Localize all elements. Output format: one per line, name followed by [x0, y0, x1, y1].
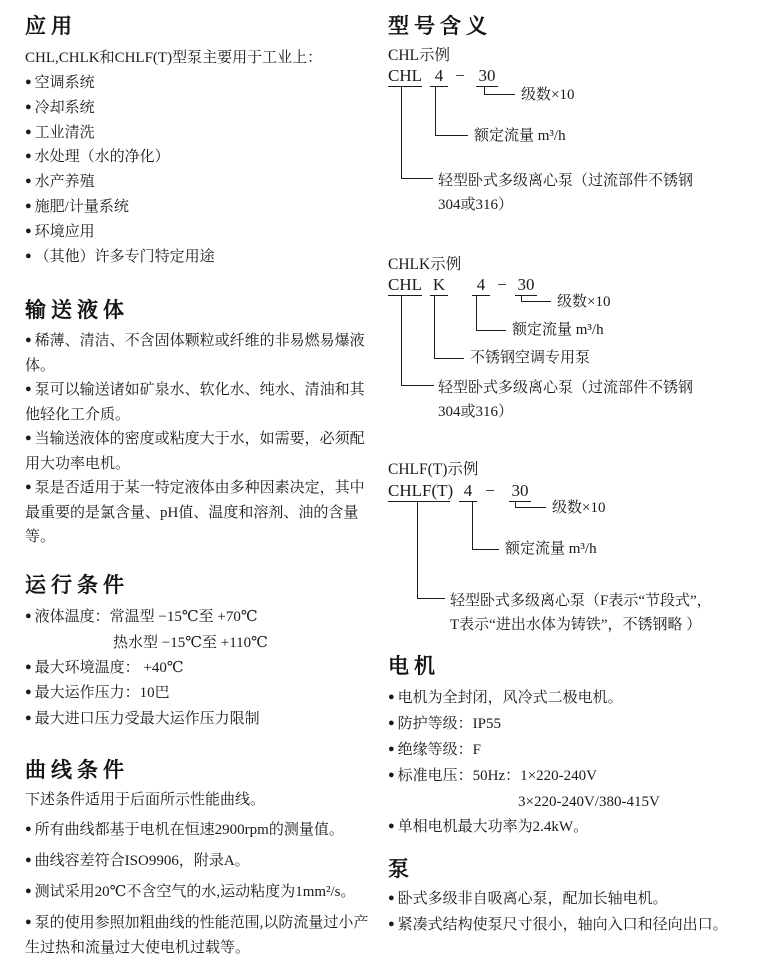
bullet-icon — [388, 716, 398, 732]
stage-label: 级数×10 — [552, 500, 606, 516]
list-item — [25, 171, 377, 196]
list-item-text: 空调系统 — [34, 75, 95, 91]
list-item-text: 单相电机最大功率为2.4kW。 — [397, 819, 589, 835]
bullet-icon — [25, 125, 35, 141]
list-item — [25, 427, 377, 476]
liquids-list — [25, 329, 377, 549]
curves-list — [25, 788, 377, 960]
example-title-chlft: CHLF(T)示例 — [388, 461, 479, 478]
connector-line — [484, 86, 515, 95]
list-item-text: 环境应用 — [34, 223, 95, 240]
connector-line — [476, 295, 506, 331]
list-item — [25, 72, 377, 97]
bullet-icon — [388, 917, 398, 933]
code-part-stage: 30 — [476, 67, 498, 87]
bullet-icon — [388, 742, 398, 758]
code-part-flow: 4 — [459, 482, 477, 502]
list-item — [25, 146, 377, 171]
code-part-flow: 4 — [430, 67, 448, 87]
pump-list — [388, 887, 773, 939]
bullet-icon — [388, 891, 398, 907]
model-code-diagram-chlft — [388, 482, 773, 634]
curves-heading: 曲线条件 — [25, 759, 129, 783]
liquids-heading: 输送液体 — [25, 299, 129, 323]
list-item — [388, 764, 773, 790]
series-label-line2: 304或316） — [438, 197, 514, 213]
list-item-text: 标准电压：50Hz：1×220-240V — [397, 768, 597, 784]
list-item — [25, 221, 377, 246]
bullet-icon — [25, 224, 35, 240]
bullet-icon — [25, 711, 35, 727]
series-label-line2: T表示“进出水体为铸铁”，不锈钢略 ） — [450, 617, 702, 633]
application-list — [25, 72, 377, 270]
voltage-continuation: 3×220-240V/380-415V — [518, 794, 660, 810]
list-item-text: 液体温度：常温型 −15℃至 +70℃ — [34, 609, 258, 626]
bullet-icon — [25, 685, 35, 701]
list-item — [25, 378, 377, 427]
model-meaning-heading: 型号含义 — [388, 15, 492, 38]
list-item — [25, 656, 377, 682]
list-item-text: 最大进口压力受最大运作压力限制 — [34, 710, 260, 727]
code-part-k: K — [430, 276, 448, 296]
list-item — [25, 681, 377, 707]
connector-line — [401, 295, 434, 386]
series-label-line1: 轻型卧式多级离心泵（F表示“节段式”， — [450, 593, 712, 609]
list-item — [25, 122, 377, 147]
list-item-text: 紧凑式结构使泵尺寸很小，轴向入口和径向出口。 — [397, 917, 728, 933]
model-code-diagram-chlk — [388, 275, 773, 420]
example-title-chlk: CHLK示例 — [388, 256, 462, 273]
list-item — [25, 97, 377, 122]
list-item-text: 稀薄、清洁、不含固体颗粒或纤维的非易燃易爆液体。 — [25, 333, 365, 375]
list-item-text: 测试采用20℃不含空气的水,运动粘度为1mm²/s。 — [34, 884, 356, 901]
list-item-text: 冷却系统 — [34, 99, 95, 116]
list-item-text: 最大运作压力：10巴 — [34, 685, 170, 702]
list-item-continuation: 热水型 −15℃至 +110℃ — [113, 634, 268, 651]
connector-line — [435, 86, 468, 136]
bullet-icon — [25, 174, 35, 190]
code-separator: − — [455, 66, 465, 85]
list-item-text: 工业清洗 — [34, 124, 95, 141]
list-item-text: 泵的使用参照加粗曲线的性能范围,以防流量过小产生过热和流量过大使电机过载等。 — [25, 915, 369, 957]
code-part-stage: 30 — [509, 482, 531, 502]
connector-line — [417, 501, 445, 599]
list-item — [388, 815, 773, 841]
list-item — [25, 707, 377, 733]
code-part-series: CHLF(T) — [388, 481, 454, 500]
list-item — [25, 196, 377, 221]
bullet-icon — [388, 690, 398, 706]
list-item-text: 当输送液体的密度或粘度大于水，如需要，必须配用大功率电机。 — [25, 431, 365, 473]
code-part-series: CHL — [388, 275, 422, 294]
bullet-icon — [25, 431, 35, 447]
right-column — [388, 0, 773, 939]
list-item-text: 施肥/计量系统 — [34, 198, 129, 215]
motor-heading: 电机 — [388, 655, 440, 678]
list-item-text: 绝缘等级：F — [397, 742, 481, 758]
list-item-text: 泵可以输送诸如矿泉水、软化水、纯水、清油和其他轻化工介质。 — [25, 382, 365, 424]
connector-line — [434, 295, 464, 359]
list-item — [388, 712, 773, 738]
code-part-series: CHL — [388, 66, 422, 85]
list-item — [25, 849, 377, 874]
bullet-icon — [388, 768, 398, 784]
model-code-diagram-chl — [388, 67, 773, 217]
bullet-icon — [25, 915, 35, 931]
bullet-icon — [25, 822, 35, 838]
bullet-icon — [25, 382, 35, 398]
connector-line — [472, 501, 499, 550]
code-part-stage: 30 — [515, 276, 537, 296]
list-item — [25, 246, 377, 271]
list-item — [388, 738, 773, 764]
list-item-text: 所有曲线都基于电机在恒速2900rpm的测量值。 — [34, 822, 344, 839]
list-item-text: 水处理（水的净化） — [34, 149, 170, 166]
list-item — [25, 476, 377, 549]
bullet-icon — [25, 333, 35, 349]
list-item — [25, 329, 377, 378]
series-label — [438, 169, 693, 217]
connector-line — [515, 501, 546, 508]
list-item — [25, 818, 377, 843]
bullet-icon — [388, 819, 398, 835]
list-item-text: 卧式多级非自吸离心泵，配加长轴电机。 — [397, 891, 668, 907]
stage-label: 级数×10 — [557, 294, 611, 310]
flow-label: 额定流量 m³/h — [505, 541, 597, 557]
list-item — [388, 686, 773, 712]
motor-list — [388, 686, 773, 841]
left-column — [25, 0, 377, 960]
bullet-icon — [25, 75, 35, 91]
flow-label: 额定流量 m³/h — [474, 128, 566, 144]
code-part-flow: 4 — [472, 276, 490, 296]
code-separator: − — [485, 481, 495, 500]
application-heading: 应用 — [25, 15, 77, 38]
list-item — [25, 605, 377, 631]
list-item-text: 电机为全封闭，风冷式二极电机。 — [397, 690, 623, 706]
list-item — [25, 880, 377, 905]
list-item-text: 水产养殖 — [34, 174, 95, 191]
bullet-icon — [25, 609, 35, 625]
list-item — [388, 887, 773, 913]
code-separator: − — [497, 275, 507, 294]
list-item-text: （其他）许多专门特定用途 — [34, 248, 215, 265]
list-item-text: 曲线容差符合ISO9906，附录A。 — [34, 853, 250, 870]
connector-line — [521, 295, 551, 302]
series-label-line2: 304或316） — [438, 404, 514, 420]
application-intro: CHL,CHLK和CHLF(T)型泵主要用于工业上： — [25, 50, 323, 66]
bullet-icon — [25, 884, 35, 900]
series-label-line1: 轻型卧式多级离心泵（过流部件不锈钢 — [438, 173, 694, 189]
list-item-text: 最大环境温度： +40℃ — [34, 659, 184, 676]
list-item-text: 泵是否适用于某一特定液体由多种因素决定，其中最重要的是氯含量、pH值、温度和溶剂、油的含量等。 — [25, 480, 365, 546]
k-label: 不锈钢空调专用泵 — [470, 350, 591, 366]
list-item — [25, 911, 377, 960]
flow-label: 额定流量 m³/h — [512, 322, 604, 338]
example-title-chl: CHL示例 — [388, 47, 451, 64]
series-label-line1: 轻型卧式多级离心泵（过流部件不锈钢 — [438, 380, 694, 396]
operating-heading: 运行条件 — [25, 574, 129, 598]
operating-list — [25, 605, 377, 732]
bullet-icon — [25, 853, 35, 869]
bullet-icon — [25, 100, 35, 116]
list-item-text: 防护等级：IP55 — [397, 716, 501, 732]
connector-line — [401, 86, 433, 179]
list-item — [388, 913, 773, 939]
series-label — [438, 376, 693, 424]
pump-heading: 泵 — [388, 858, 414, 881]
bullet-icon — [25, 149, 35, 165]
bullet-icon — [25, 660, 35, 676]
bullet-icon — [25, 249, 35, 265]
curves-intro: 下述条件适用于后面所示性能曲线。 — [25, 792, 266, 809]
series-label — [450, 589, 712, 637]
stage-label: 级数×10 — [521, 87, 575, 103]
bullet-icon — [25, 480, 35, 496]
bullet-icon — [25, 199, 35, 215]
